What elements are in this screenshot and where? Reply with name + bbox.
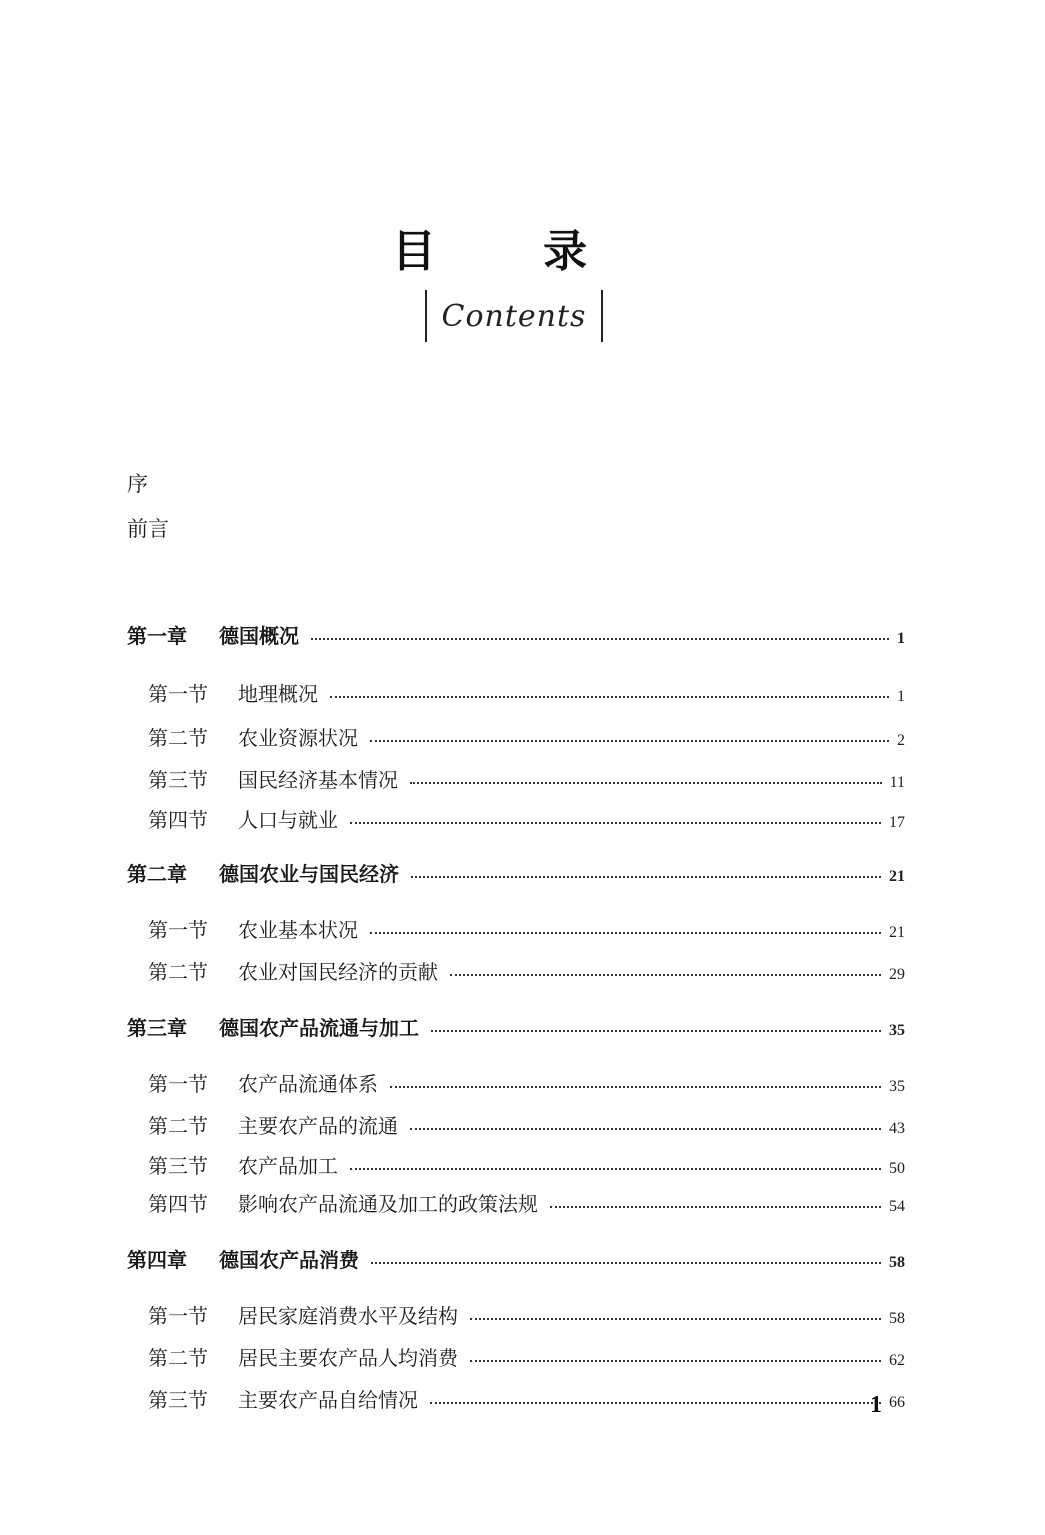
entry-title: 农业对国民经济的贡献 (238, 960, 438, 984)
entry-number: 第二章 (127, 862, 187, 886)
contents-heading (425, 290, 603, 342)
toc-section-entry[interactable] (148, 722, 905, 752)
entry-page-number: 62 (889, 1352, 905, 1369)
entry-page-number: 21 (889, 924, 905, 941)
toc-section-entry[interactable] (148, 1068, 905, 1098)
entry-title: 地理概况 (238, 682, 318, 706)
entry-title: 德国概况 (219, 624, 299, 648)
entry-title: 主要农产品的流通 (238, 1114, 398, 1138)
toc-section-entry[interactable] (148, 1150, 905, 1180)
entry-page-number: 58 (889, 1254, 905, 1271)
entry-number: 第一节 (148, 1072, 208, 1096)
dot-leader (410, 782, 882, 784)
entry-page-number: 1 (897, 688, 905, 705)
entry-page-number: 58 (889, 1310, 905, 1327)
entry-number: 第四章 (127, 1248, 187, 1272)
toc-section-entry[interactable] (148, 1342, 905, 1372)
entry-number: 第一节 (148, 1304, 208, 1328)
dot-leader (431, 1030, 881, 1032)
toc-section-entry[interactable] (148, 1300, 905, 1330)
toc-section-entry[interactable] (148, 956, 905, 986)
toc-section-entry[interactable] (148, 1188, 905, 1218)
entry-page-number: 43 (889, 1120, 905, 1137)
entry-title: 农产品流通体系 (238, 1072, 378, 1096)
page-number: 1 (870, 1392, 882, 1418)
entry-page-number: 29 (889, 966, 905, 983)
entry-number: 第三节 (148, 768, 208, 792)
entry-title: 人口与就业 (238, 808, 338, 832)
dot-leader (450, 974, 881, 976)
dot-leader (330, 696, 889, 698)
toc-section-entry[interactable] (148, 1110, 905, 1140)
entry-title: 主要农产品自给情况 (238, 1388, 418, 1412)
dot-leader (311, 638, 889, 640)
entry-number: 第四节 (148, 1192, 208, 1216)
dot-leader (350, 822, 881, 824)
entry-page-number: 21 (889, 868, 905, 885)
entry-number: 第一节 (148, 682, 208, 706)
entry-page-number: 66 (889, 1394, 905, 1411)
toc-chapter-entry[interactable] (127, 620, 905, 650)
entry-title: 农业基本状况 (238, 918, 358, 942)
toc-section-entry[interactable] (148, 1384, 905, 1414)
entry-title: 农业资源状况 (238, 726, 358, 750)
entry-page-number: 35 (889, 1078, 905, 1095)
dot-leader (470, 1318, 881, 1320)
entry-number: 第二节 (148, 960, 208, 984)
dot-leader (411, 876, 881, 878)
entry-page-number: 17 (889, 814, 905, 831)
entry-number: 第二节 (148, 1114, 208, 1138)
dot-leader (390, 1086, 881, 1088)
dot-leader (370, 932, 881, 934)
page-title: 目 录 (391, 226, 634, 277)
dot-leader (370, 740, 889, 742)
dot-leader (470, 1360, 881, 1362)
entry-number: 第四节 (148, 808, 208, 832)
dot-leader (410, 1128, 881, 1130)
dot-leader (371, 1262, 881, 1264)
entry-page-number: 11 (889, 774, 905, 791)
toc-chapter-entry[interactable] (127, 1244, 905, 1274)
entry-title: 居民主要农产品人均消费 (238, 1346, 458, 1370)
dot-leader (350, 1168, 881, 1170)
entry-page-number: 1 (897, 630, 905, 647)
entry-title: 农产品加工 (238, 1154, 338, 1178)
entry-title: 国民经济基本情况 (238, 768, 398, 792)
entry-title: 德国农产品消费 (219, 1248, 359, 1272)
toc-chapter-entry[interactable] (127, 1012, 905, 1042)
entry-page-number: 50 (889, 1160, 905, 1177)
entry-title: 影响农产品流通及加工的政策法规 (238, 1192, 538, 1216)
toc-section-entry[interactable] (148, 764, 905, 794)
dot-leader (430, 1402, 881, 1404)
dot-leader (550, 1206, 881, 1208)
front-matter-foreword[interactable]: 前言 (127, 517, 169, 541)
entry-page-number: 54 (889, 1198, 905, 1215)
entry-number: 第一节 (148, 918, 208, 942)
toc-section-entry[interactable] (148, 678, 905, 708)
entry-title: 德国农业与国民经济 (219, 862, 399, 886)
entry-number: 第三节 (148, 1388, 208, 1412)
entry-number: 第二节 (148, 1346, 208, 1370)
toc-chapter-entry[interactable] (127, 858, 905, 888)
toc-section-entry[interactable] (148, 914, 905, 944)
entry-number: 第二节 (148, 726, 208, 750)
entry-title: 德国农产品流通与加工 (219, 1016, 419, 1040)
toc-section-entry[interactable] (148, 804, 905, 834)
entry-number: 第三章 (127, 1016, 187, 1040)
front-matter-preface[interactable]: 序 (127, 472, 148, 496)
entry-page-number: 2 (897, 732, 905, 749)
entry-number: 第三节 (148, 1154, 208, 1178)
entry-page-number: 35 (889, 1022, 905, 1039)
contents-subtitle: Contents (441, 298, 587, 334)
right-bar (601, 290, 603, 342)
entry-title: 居民家庭消费水平及结构 (238, 1304, 458, 1328)
entry-number: 第一章 (127, 624, 187, 648)
